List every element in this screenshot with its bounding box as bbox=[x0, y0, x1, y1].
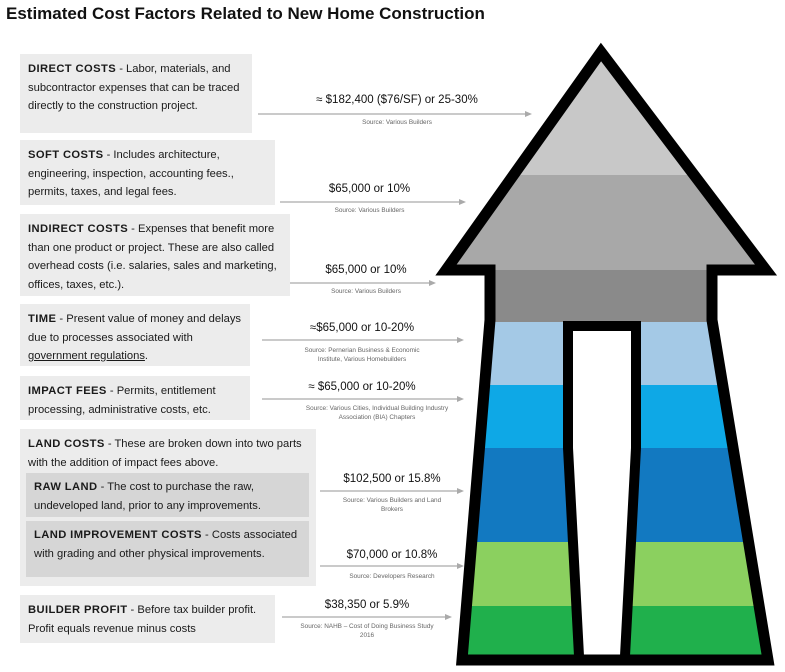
impact-fees-term: IMPACT FEES bbox=[28, 385, 107, 397]
time-source: Source: Pernerian Business & Economic Institute, Various Homebuilders bbox=[304, 347, 420, 363]
impact-fees-box bbox=[20, 376, 250, 420]
raw-land-desc: - The cost to purchase the raw, undeveloped land, prior to any improvements. bbox=[34, 481, 261, 512]
indirect-band bbox=[430, 270, 785, 322]
land-costs-box bbox=[20, 429, 316, 586]
land-improvement-desc: - Costs associated with grading and other physical improvements. bbox=[34, 529, 298, 560]
impact-fees-source: Source: Various Cities, Individual Building Industry Association (BIA) Chapters bbox=[305, 405, 449, 421]
land-improvement-pointer-arrowhead bbox=[457, 563, 464, 569]
soft-costs-box bbox=[20, 140, 275, 205]
builder-profit-pointer-arrowhead bbox=[445, 614, 452, 620]
soft-pointer-arrowhead bbox=[459, 199, 466, 205]
indirect-costs-box bbox=[20, 214, 290, 296]
land-costs-term: LAND COSTS bbox=[28, 438, 105, 450]
raw-land-box bbox=[26, 473, 309, 517]
soft-costs-value: $65,000 or 10% bbox=[328, 183, 411, 195]
soft-costs-term: SOFT COSTS bbox=[28, 149, 104, 161]
land-improvement-source: Source: Developers Research bbox=[349, 573, 435, 580]
raw-land-value: $102,500 or 15.8% bbox=[343, 473, 441, 485]
direct-costs-term: DIRECT COSTS bbox=[28, 63, 117, 75]
land-improvement-value: $70,000 or 10.8% bbox=[346, 549, 438, 561]
indirect-costs-term: INDIRECT COSTS bbox=[28, 223, 129, 235]
direct-costs-source: Source: Various Builders bbox=[362, 119, 432, 126]
impact-fees-desc: - Permits, entitlement processing, administrative costs, etc. bbox=[28, 385, 216, 416]
land-improvement-term: LAND IMPROVEMENT COSTS bbox=[34, 529, 202, 541]
impact-fees-value: ≈ $65,000 or 10-20% bbox=[308, 381, 416, 393]
soft-costs-source: Source: Various Builders bbox=[334, 207, 405, 214]
time-desc: - Present value of money and delays due to processes associated with bbox=[28, 313, 242, 344]
time-value: ≈$65,000 or 10-20% bbox=[309, 322, 415, 334]
direct-costs-value: ≈ $182,400 ($76/SF) or 25-30% bbox=[316, 94, 478, 106]
builder-profit-value: $38,350 or 5.9% bbox=[324, 599, 410, 611]
time-pointer-arrowhead bbox=[457, 337, 464, 343]
indirect-costs-value: $65,000 or 10% bbox=[325, 264, 407, 276]
builder-profit-box bbox=[20, 595, 275, 643]
direct-pointer-arrowhead bbox=[525, 111, 532, 117]
builder-profit-source: Source: NAHB – Cost of Doing Business Study 2016 bbox=[300, 623, 434, 639]
builder-profit-term: BUILDER PROFIT bbox=[28, 604, 128, 616]
raw-land-pointer-arrowhead bbox=[457, 488, 464, 494]
page-title: Estimated Cost Factors Related to New Home Construction bbox=[6, 4, 485, 23]
time-desc-end: . bbox=[144, 350, 149, 362]
indirect-pointer-arrowhead bbox=[429, 280, 436, 286]
time-term: TIME bbox=[28, 313, 57, 325]
builder-profit-desc: - Before tax builder profit. Profit equals revenue minus costs bbox=[28, 604, 257, 635]
time-box bbox=[20, 304, 250, 366]
indirect-costs-source: Source: Various Builders bbox=[331, 288, 401, 295]
land-costs-desc: - These are broken down into two parts with the addition of impact fees above. bbox=[28, 438, 302, 469]
raw-land-source: Source: Various Builders and Land Brokers bbox=[342, 497, 442, 513]
direct-costs-box bbox=[20, 54, 252, 133]
impact-pointer-arrowhead bbox=[457, 396, 464, 402]
raw-land-term: RAW LAND bbox=[34, 481, 98, 493]
government-regulations-link[interactable]: government regulations bbox=[28, 350, 145, 362]
land-improvement-box bbox=[26, 521, 309, 577]
indirect-costs-desc: - Expenses that benefit more than one product or project. These are also called overhead costs (i.e. salaries, sales and marketing, offices, taxes, etc.). bbox=[28, 223, 277, 291]
direct-costs-desc: - Labor, materials, and subcontractor expenses that can be traced directly to the construction project. bbox=[28, 63, 240, 112]
soft-costs-desc: - Includes architecture, engineering, inspection, accounting fees., permits, taxes, and legal fees. bbox=[28, 149, 234, 198]
